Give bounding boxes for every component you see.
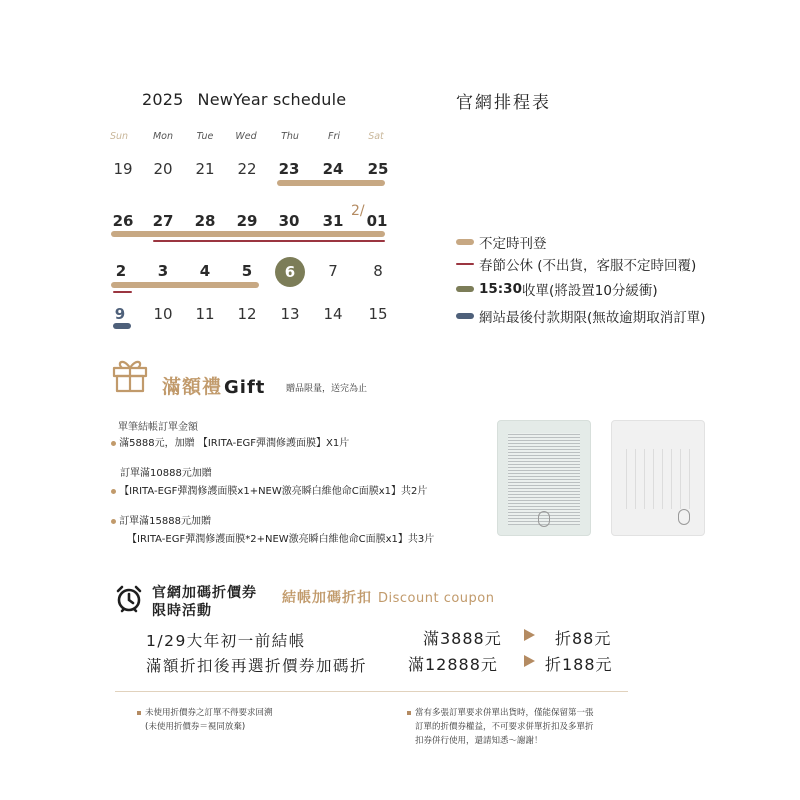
note-text: 當有多張訂單要求併單出貨時，僅能保留第一張 (415, 708, 594, 718)
legend-publish (456, 232, 547, 252)
schedule-heading: 官網排程表 (456, 93, 551, 113)
gift-tier-text: 訂單滿10888元加贈 (120, 468, 212, 479)
note-right (407, 706, 594, 748)
bullet-square (407, 711, 411, 715)
divider (115, 691, 628, 692)
legend-cutoff (456, 279, 658, 299)
coupon-threshold-2: 滿12888元 (408, 655, 498, 674)
arrow-right-icon (524, 629, 535, 641)
vitamin-c-mask-image (611, 420, 705, 536)
day-cell: 30 (278, 212, 300, 230)
weekday-tue: Tue (196, 131, 214, 142)
holiday-line (153, 240, 385, 242)
bullet-dot (111, 519, 116, 524)
day-cell: 28 (194, 212, 216, 230)
day-cell: 3 (157, 262, 169, 280)
day-cell: 26 (112, 212, 134, 230)
mask-pattern (626, 449, 692, 509)
note-line: (未使用折價券＝視同放棄) (145, 722, 246, 732)
arrow-right-icon (524, 655, 535, 667)
coupon-condition-2: 滿額折扣後再選折價券加碼折 (146, 657, 368, 675)
coupon-title: 官網加碼折價券 (152, 585, 257, 601)
note-line (137, 706, 273, 720)
day-cell: 01 (366, 212, 388, 230)
coupon-subtitle: 限時活動 (152, 603, 212, 619)
coupon-highlight (282, 587, 495, 607)
gift-tier-text-row (111, 512, 434, 527)
publish-bar (277, 180, 385, 186)
day-cell: 24 (322, 160, 344, 178)
day-cell: 31 (322, 212, 344, 230)
note-line: 訂單的折價券權益，不可要求併單折扣及多單折 (415, 722, 594, 732)
coupon-highlight-zh: 結帳加碼折扣 (282, 590, 372, 606)
gift-note: 贈品限量，送完為止 (286, 384, 368, 394)
day-cell: 25 (367, 160, 389, 178)
month-prefix: 2/ (351, 203, 365, 219)
gift-heading: 單筆結帳訂單金額 (118, 422, 198, 433)
legend-label: 春節公休 (不出貨，客服不定時回覆) (479, 258, 697, 274)
day-cell: 21 (195, 160, 215, 178)
legend-label-bold: 15:30 (479, 281, 522, 297)
day-cell: 19 (113, 160, 133, 178)
gift-tier-2 (111, 464, 427, 497)
egf-mask-image (497, 420, 591, 536)
day-cell: 15 (368, 305, 388, 323)
legend-swatch (456, 263, 474, 265)
day-cell: 23 (278, 160, 300, 178)
gift-tier-1 (111, 434, 349, 449)
coupon-discount-1: 折88元 (555, 629, 612, 648)
cutoff-day-marker: 6 (275, 257, 305, 287)
calendar-year: 2025 (142, 90, 184, 109)
coupon-condition-1: 1/29大年初一前結帳 (146, 632, 306, 650)
gift-tier-detail-text: 【IRITA-EGF彈潤修護面膜x1+NEW激亮瞬白維他命C面膜x1】共2片 (119, 486, 428, 497)
note-line: 扣券併行使用，還請知悉～謝謝！ (415, 736, 543, 746)
day-cell: 9 (114, 305, 126, 323)
gift-tier-text: 訂單滿15888元加贈 (119, 516, 211, 527)
calendar-title (142, 90, 346, 109)
alarm-clock-icon (114, 584, 144, 614)
gift-tier-detail: 【IRITA-EGF彈潤修護面膜*2+NEW激亮瞬白維他命C面膜x1】共3片 (127, 534, 435, 545)
note-text: 未使用折價券之訂單不得要求回溯 (145, 708, 273, 718)
day-cell: 10 (153, 305, 173, 323)
gift-title (162, 372, 265, 399)
weekday-wed: Wed (235, 131, 257, 142)
legend-deadline (456, 306, 706, 326)
day-cell: 4 (199, 262, 211, 280)
gift-title-zh: 滿額禮 (162, 376, 223, 398)
legend-swatch (456, 239, 474, 245)
coupon-threshold-1: 滿3888元 (423, 629, 502, 648)
day-cell: 8 (373, 262, 383, 280)
gift-tier-text: 滿5888元，加贈 【IRITA-EGF彈潤修護面膜】X1片 (119, 438, 350, 449)
legend-label: 網站最後付款期限(無故逾期取消訂單) (479, 310, 706, 326)
seal-icon (538, 511, 550, 527)
note-left (137, 706, 273, 734)
gift-icon (110, 354, 150, 394)
day-cell: 12 (237, 305, 257, 323)
gift-title-en: Gift (224, 377, 266, 398)
day-cell: 22 (237, 160, 257, 178)
weekday-mon: Mon (152, 131, 174, 142)
day-cell: 13 (280, 305, 300, 323)
day-cell: 7 (328, 262, 338, 280)
seal-icon (678, 509, 690, 525)
coupon-discount-2: 折188元 (545, 655, 613, 674)
bullet-dot (111, 489, 116, 494)
weekday-fri: Fri (327, 131, 340, 142)
calendar-title-text: NewYear schedule (197, 90, 347, 109)
weekday-thu: Thu (281, 131, 299, 142)
legend-swatch (456, 286, 474, 292)
payment-deadline-marker (113, 323, 131, 329)
weekday-sat: Sat (368, 131, 384, 142)
day-cell: 5 (241, 262, 253, 280)
day-cell: 2 (115, 262, 127, 280)
day-cell: 27 (152, 212, 174, 230)
bullet-dot (111, 441, 116, 446)
coupon-highlight-en: Discount coupon (378, 591, 495, 606)
day-cell: 20 (153, 160, 173, 178)
legend-holiday (456, 254, 696, 274)
publish-bar (111, 231, 385, 237)
holiday-line (113, 291, 132, 293)
weekday-sun: Sun (109, 131, 129, 142)
day-cell: 29 (236, 212, 258, 230)
bullet-square (137, 711, 141, 715)
legend-label: 收單(將設置10分緩衝) (521, 283, 658, 299)
day-cell: 14 (323, 305, 343, 323)
note-line (407, 706, 594, 720)
day-cell: 11 (195, 305, 215, 323)
legend-swatch (456, 313, 474, 319)
gift-tier-detail (111, 482, 427, 497)
gift-tier-3 (111, 512, 434, 545)
publish-bar (111, 282, 259, 288)
legend-label: 不定時刊登 (479, 236, 547, 252)
